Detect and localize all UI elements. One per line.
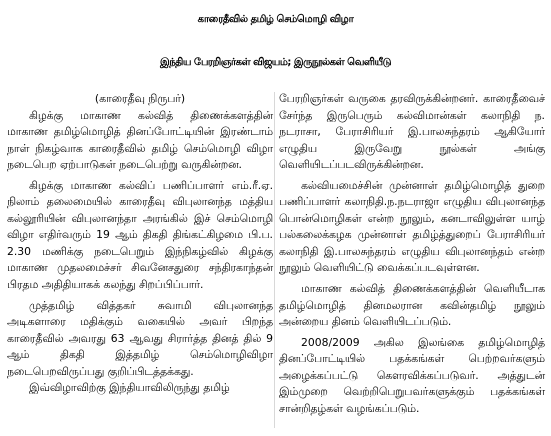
article-column-right xyxy=(279,91,545,417)
paragraph: முத்தமிழ் வித்தகர் சுவாமி விபுலானந்த அடிகளாரை மதிக்கும் வகையில் அவர் பிறந்த காரைதீவில் அவரது 63 ஆவது சிரார்த்த தினத் தில் 9 ஆம் திகதி இத்தமிழ் செம்மொழிவிழா நடைபெறவிருப்பது குறிப்பிடத்தக்கது. xyxy=(7,298,273,378)
column-divider xyxy=(274,92,275,428)
headline-line-1: காரைதீவில் தமிழ் செம்மொழி விழா xyxy=(197,14,354,25)
byline: (காரைதீவு நிருபர்) xyxy=(94,92,186,105)
paragraph: கல்வியமைச்சின் முன்னாள் தமிழ்மொழித் துறை பணிப்பாளர் கலாநிதி.ந.நடராஜா எழுதிய விபுலானந்த பொன்மொழிகள் என்ற நூலும், கனடாவிலுள்ள யாழ் பல்கலைக்கழக முன்னாள் தமிழ்த்துறைப் பேராசிரியர் கலாநிதி இ.பாலசுந்தரம் எழுதிய விபுலானந்தம் என்ற நூலும் வெளியிட்டு வைக்கப்படவுள்ளன. xyxy=(279,178,545,275)
headline-line-2: இந்திய பேரறிஞர்கள் விஜயம்; இருநூல்கள் வெளியீடு xyxy=(160,57,391,68)
article-column-left xyxy=(7,91,273,397)
paragraph: 2008/2009 அகில இலங்கை தமிழ்மொழித் தினப்போட்டியில் பதக்கங்கள் பெற்றவர்களும் அழைக்கப்பட்டு கௌரவிக்கப்படுவர். அத்துடன் இம்முறை வெற்றிபெறுபவர்களுக்கும் பதக்கங்கள் சான்றிதழ்கள் வழங்கப்படும். xyxy=(279,335,545,415)
paragraph: கிழக்கு மாகாண கல்வித் திணைக்களத்தின் மாகாண தமிழ்மொழித் தினப்போட்டியின் இரண்டாம் நாள் நிகழ்வாக காரைதீவில் தமிழ் செம்மொழி விழா நடைபெற ஏற்பாடுகள் நடைபெற்று வருகின்றன. xyxy=(7,108,273,172)
paragraph: பேரறிஞர்கள் வருகை தரவிருக்கின்றனர். காரைதீவைச் சேர்ந்த இருபெரும் கல்விமான்கள் கலாநிதி ந. நடராசா, பேராசிரியர் இ.பாலசுந்தரம் ஆகியோர் எழுதிய இருவேறு நூல்கள் அங்கு வெளியிடப்படவிருக்கின்றன. xyxy=(279,92,545,172)
paragraph: மாகாண கல்வித் திணைக்களத்தின் வெளியீடாக தமிழ்மொழித் தினமலரான கவின்தமிழ் நூலும் அன்றைய தினம் வெளியிடப்படும். xyxy=(279,282,545,329)
paragraph: கிழக்கு மாகாண கல்விப் பணிப்பாளர் எம்.ரீ.ஏ. நிலாம் தலைமையில் காரைதீவு விபுலானந்த மத்திய கல்லூரியின் விபுலானந்தா அரங்கில் இச் செம்மொழி விழா எதிர்வரும் 19 ஆம் திகதி திங்கட்கிழமை பி.ப. 2.30 மணிக்கு நடைபெறும் இந்நிகழ்வில் கிழக்கு மாகாண முதலமைச்சர் சிவனேசதுரை சந்திரகாந்தன் பிரதம அதிதியாகக் கலந்து சிறப்பிப்பார். xyxy=(7,178,273,292)
paragraph: இவ்விழாவிற்கு இந்தியாவிலிருந்து தமிழ் xyxy=(29,381,230,395)
